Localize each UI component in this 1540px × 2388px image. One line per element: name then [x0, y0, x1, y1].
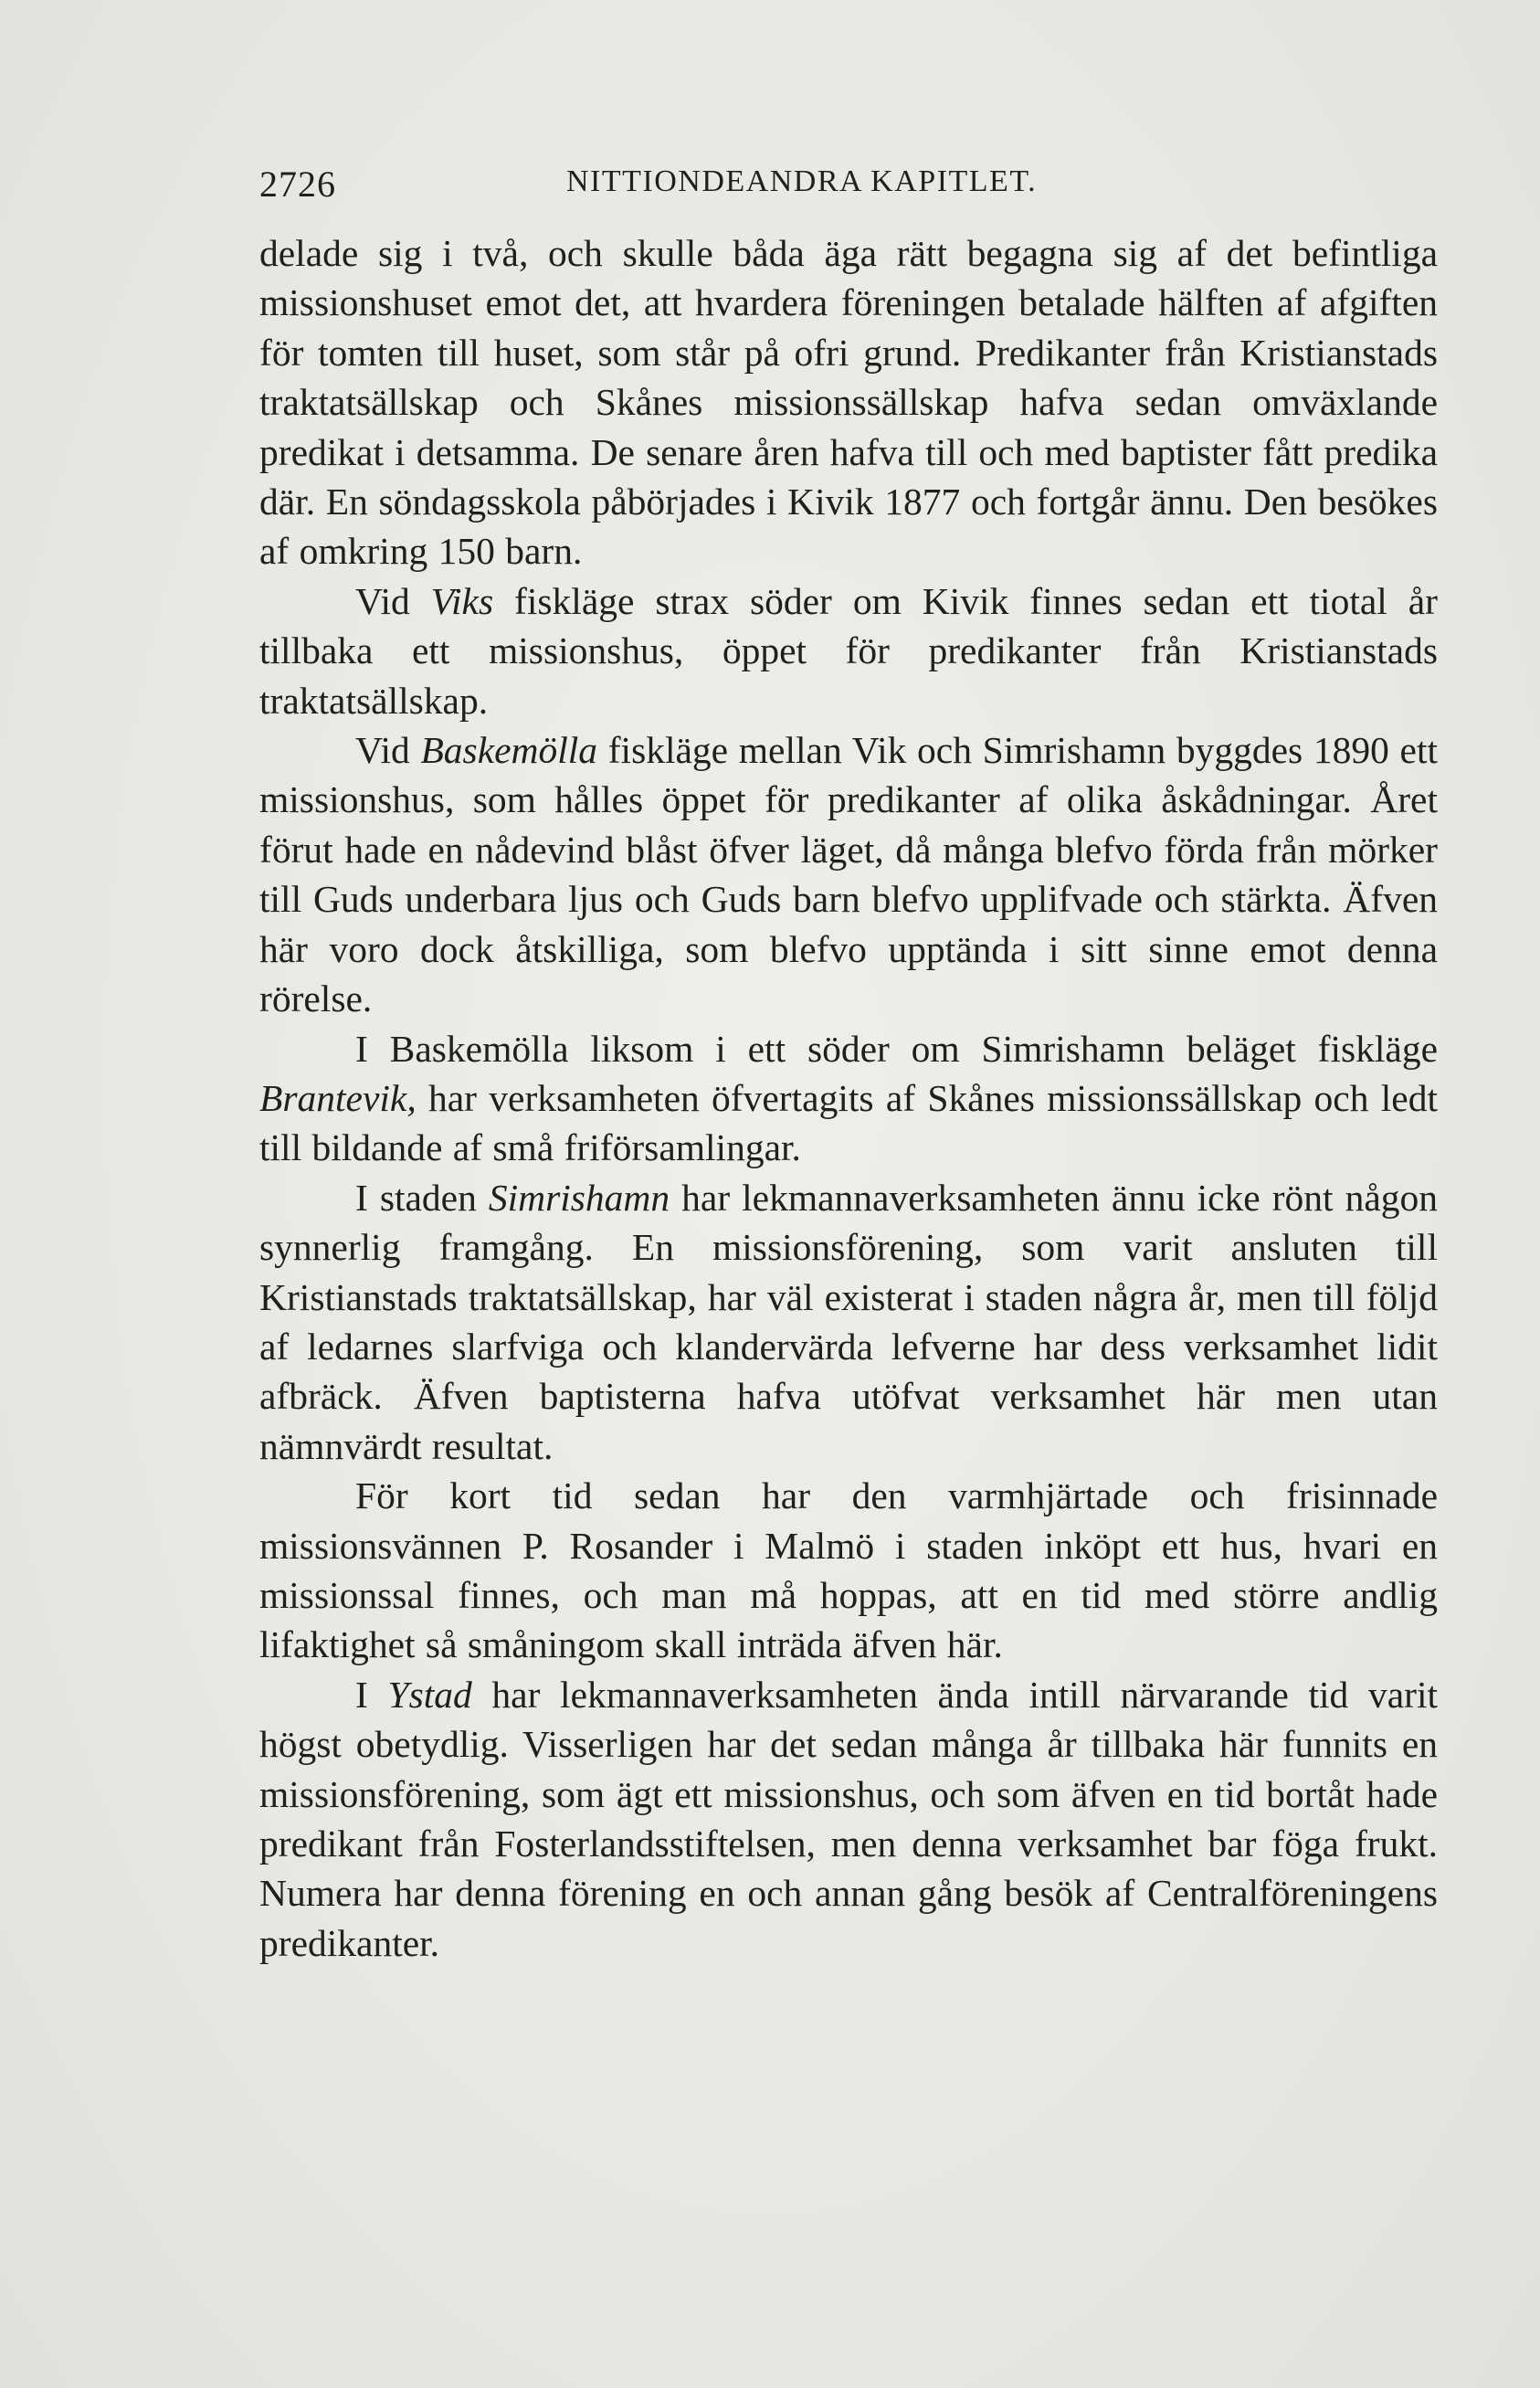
- place-name-italic: Simrishamn: [488, 1176, 670, 1219]
- paragraph-4: [259, 1024, 1438, 1173]
- running-head: [259, 163, 1438, 217]
- paragraph-6: [259, 1471, 1438, 1670]
- text-segment: fiskläge mellan Vik och Simrishamn byggdes 1890 ett missionshus, som hålles öppet för predikanter af olika åskådningar. Året förut hade en nådevind blåst öfver läget, då många blefvo förda från mörker till Guds underbara ljus och Guds barn blefvo upplifvade och stärkta. Äfven här voro dock åtskilliga, som blefvo upptända i sitt sinne emot denna rörelse.: [259, 729, 1438, 1020]
- chapter-title: NITTIONDEANDRA KAPITLET.: [566, 164, 1038, 198]
- text-segment: har verksamheten öfvertagits af Skånes missionssällskap och ledt till bildande af små friförsamlingar.: [259, 1076, 1438, 1169]
- text-segment: I staden: [355, 1176, 489, 1219]
- text-segment: har lekmannaverksamheten ända intill närvarande tid varit högst obetydlig. Visserligen har det sedan många år tillbaka här funnits en missionsförening, som ägt ett missionshus, och som äfven en tid bortåt hade predikant från Fosterlandsstiftelsen, men denna verksamhet bar föga frukt. Numera har denna förening en och annan gång besök af Centralföreningens predikanter.: [259, 1673, 1439, 1964]
- paragraph-5: [259, 1173, 1438, 1471]
- place-name-italic: Ystad: [387, 1673, 472, 1716]
- text-segment: Vid: [355, 579, 431, 622]
- text-segment: har lekmannaverksamheten ännu icke rönt någon synnerlig framgång. En missionsförening, som varit ansluten till Kristianstads traktatsällskap, har väl existerat i staden några år, men till följd af ledarnes slarfviga och klandervärda lefverne har dess verksamhet lidit afbräck. Äfven baptisterna hafva utöfvat verksamhet här men utan nämnvärdt resultat.: [259, 1176, 1438, 1467]
- paragraph-3: [259, 725, 1438, 1023]
- text-segment: Vid: [355, 729, 421, 772]
- place-name-italic: Baskemölla: [420, 729, 598, 772]
- page-number: 2726: [259, 164, 336, 205]
- place-name-italic: Viks: [430, 579, 494, 622]
- paragraph-1: [259, 228, 1438, 576]
- body-text: [259, 228, 1438, 1968]
- text-segment: För kort tid sedan har den varmhjärtade och frisinnade missionsvännen P. Rosander i Malmö i staden inköpt ett hus, hvari en missionssal finnes, och man må hoppas, att en tid med större andlig lifaktighet så småningom skall inträda äfven här.: [259, 1474, 1438, 1666]
- paragraph-2: [259, 576, 1438, 725]
- text-segment: delade sig i två, och skulle båda äga rätt begagna sig af det befintliga missionshuset emot det, att hvardera föreningen betalade hälften af afgiften för tomten till huset, som står på ofri grund. Predikanter från Kristianstads traktatsällskap och Skånes missionssällskap hafva sedan omväxlande predikat i detsamma. De senare åren hafva till och med baptister fått predika där. En söndagsskola påbörjades i Kivik 1877 och fortgår ännu. Den besökes af omkring 150 barn.: [259, 232, 1438, 573]
- text-segment: I: [355, 1673, 388, 1716]
- text-segment: I Baskemölla liksom i ett söder om Simrishamn beläget fiskläge: [355, 1027, 1438, 1070]
- text-segment: fiskläge strax söder om Kivik finnes sedan ett tiotal år tillbaka ett missionshus, öppet för predikanter från Kristianstads traktatsällskap.: [259, 579, 1438, 722]
- place-name-italic: Brantevik,: [259, 1076, 417, 1119]
- paragraph-7: [259, 1670, 1438, 1968]
